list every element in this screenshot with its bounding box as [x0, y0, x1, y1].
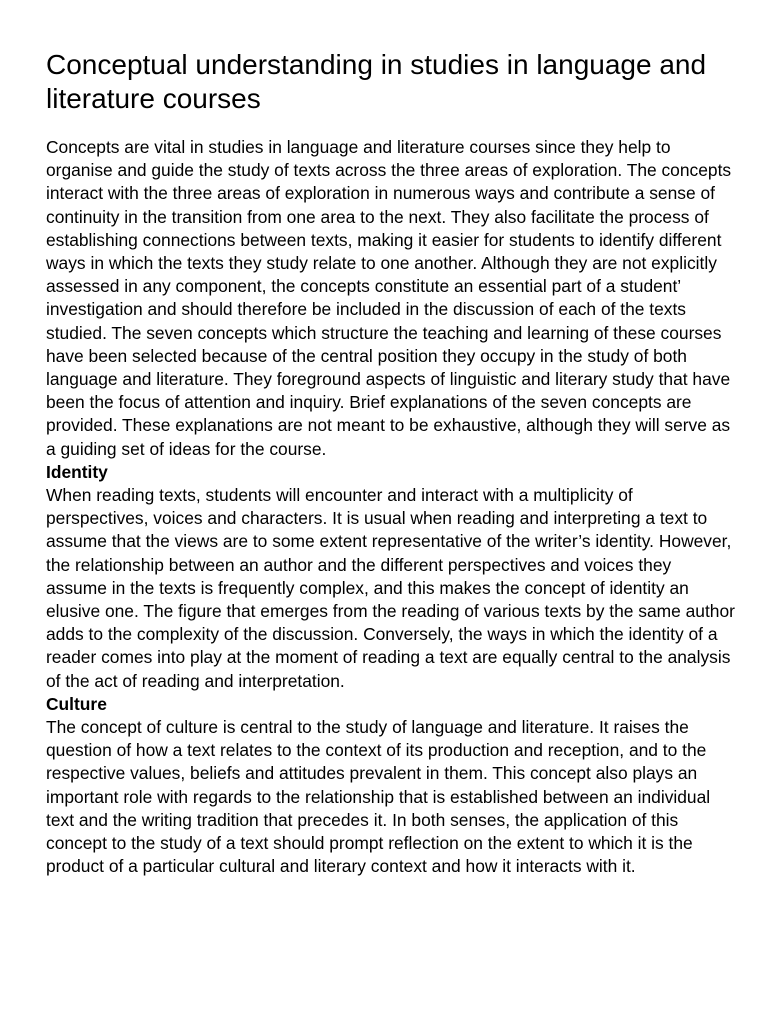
document-page: [46, 48, 736, 879]
section-culture: [46, 693, 736, 879]
section-body-identity: When reading texts, students will encounter and interact with a multiplicity of perspectives, voices and characters. It is usual when reading and interpreting a text to assume that the views are to some extent representative of the writer’s identity. However, the relationship between an author and the different perspectives and voices they assume in the texts is frequently complex, and this makes the concept of identity an elusive one. The figure that emerges from the reading of various texts by the same author adds to the complexity of the discussion. Conversely, the ways in which the identity of a reader comes into play at the moment of reading a text are equally central to the analysis of the act of reading and interpretation.: [46, 485, 735, 691]
section-heading-identity: Identity: [46, 461, 108, 482]
intro-paragraph: Concepts are vital in studies in language and literature courses since they help to organise and guide the study of texts across the three areas of exploration. The concepts interact with the three areas of exploration in numerous ways and contribute a sense of continuity in the transition from one area to the next. They also facilitate the process of establishing connections between texts, making it easier for students to identify different ways in which the texts they study relate to one another. Although they are not explicitly assessed in any component, the concepts constitute an essential part of a student’ investigation and should therefore be included in the discussion of each of the texts studied. The seven concepts which structure the teaching and learning of these courses have been selected because of the central position they occupy in the study of both language and literature. They foreground aspects of linguistic and literary study that have been the focus of attention and inquiry. Brief explanations of the seven concepts are provided. These explanations are not meant to be exhaustive, although they will serve as a guiding set of ideas for the course.: [46, 137, 732, 459]
page-title: Conceptual understanding in studies in language and literature courses: [46, 49, 707, 114]
section-body-culture: The concept of culture is central to the study of language and literature. It raises the question of how a text relates to the context of its production and reception, and to the respective values, beliefs and attitudes prevalent in them. This concept also plays an important role with regards to the relationship that is established between an individual text and the writing tradition that precedes it. In both senses, the application of this concept to the study of a text should prompt reflection on the extent to which it is the product of a particular cultural and literary context and how it interacts with it.: [46, 717, 711, 877]
section-heading-culture: Culture: [46, 693, 107, 714]
section-identity: [46, 461, 736, 693]
